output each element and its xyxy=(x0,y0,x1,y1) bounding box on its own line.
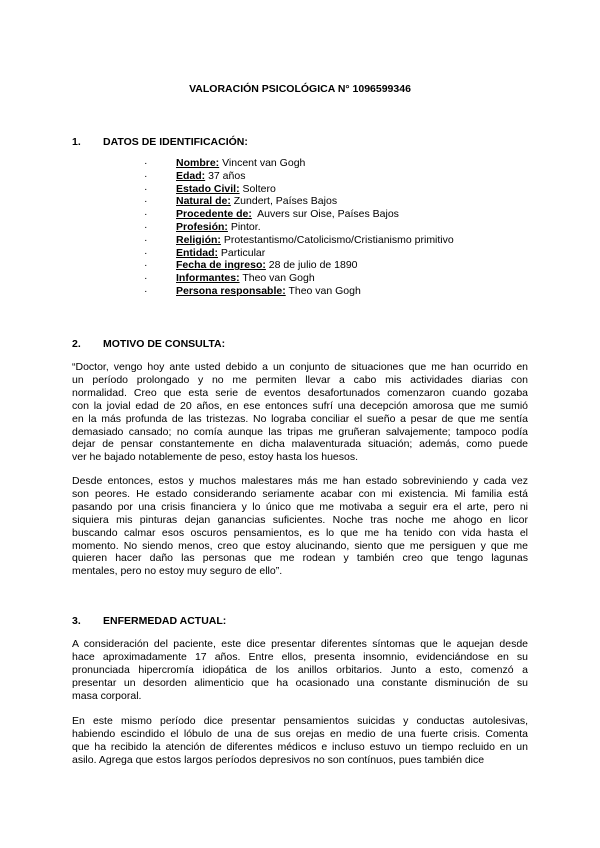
identification-item xyxy=(144,247,454,260)
text-line: Desde entonces, estos y muchos malestares más me han estado sobreviniendo y cada vez xyxy=(72,475,528,487)
identification-item xyxy=(144,183,454,196)
section-number: 2. xyxy=(72,338,81,350)
text-line: que ha recibido la atención de diferentes médicos e incluso estuvo un tiempo recluido en un xyxy=(72,740,528,753)
field-label: Fecha de ingreso: xyxy=(176,259,266,272)
bullet: · xyxy=(144,195,148,208)
text-line: un período prolongado y no me permiten llevar a cabo mis actividades diarias con xyxy=(72,373,528,386)
bullet: · xyxy=(144,182,148,195)
field-value: 28 de julio de 1890 xyxy=(265,259,358,272)
text-line: pasando por una crisis financiera y lo único que me motivaba a seguir era el arte, pero ni xyxy=(72,500,528,513)
text-line: “Doctor, vengo hoy ante usted debido a un conjunto de situaciones que me han ocurrido en xyxy=(72,361,528,373)
text-line: A consideración del paciente, este dice presentar diferentes síntomas que le aquejan desde xyxy=(72,638,528,650)
text-line: normalidad. Creo que esta serie de eventos desafortunados comenzaron cuando gozaba xyxy=(72,386,528,399)
section-title: DATOS DE IDENTIFICACIÓN: xyxy=(103,136,248,148)
field-label: Persona responsable: xyxy=(176,284,286,297)
field-value: Theo van Gogh xyxy=(239,272,315,285)
text-line: ver he bajado notablemente de peso, estoy hasta los huesos. xyxy=(72,451,359,464)
identification-item xyxy=(144,195,454,208)
identification-list xyxy=(144,157,454,298)
bullet: · xyxy=(144,208,148,221)
bullet: · xyxy=(144,246,148,259)
text-line: habiendo escindido el lóbulo de una de sus orejas en medio de una fuerte crisis. Comenta xyxy=(72,727,528,740)
text-line: quieren hacer daño las personas que me rodean y también creo que tengo lagunas xyxy=(72,552,528,565)
field-label: Profesión: xyxy=(176,220,228,233)
text-line: con la jovial edad de 20 años, en ese entonces sufrí una decepción amorosa que me sumió xyxy=(72,399,528,412)
text-line: hace aproximadamente 17 años. Entre ellos, presenta insomnio, evidenciándose en su xyxy=(72,650,528,663)
section-3-heading xyxy=(72,615,226,627)
identification-item xyxy=(144,285,454,298)
field-value: Particular xyxy=(218,246,266,259)
field-value: 37 años xyxy=(205,169,246,182)
consulta-paragraph-2 xyxy=(72,475,528,578)
bullet: · xyxy=(144,272,148,285)
field-value: Theo van Gogh xyxy=(285,284,361,297)
field-label: Informantes: xyxy=(176,272,240,285)
section-number: 3. xyxy=(72,615,81,627)
text-line: son peores. He estado considerando seriamente acabar con mi existencia. Mi familia está xyxy=(72,487,528,500)
section-1-heading xyxy=(72,136,248,148)
field-label: Procedente de: xyxy=(176,208,252,221)
identification-item xyxy=(144,208,454,221)
enfermedad-paragraph-1 xyxy=(72,638,528,703)
field-label: Entidad: xyxy=(176,246,218,259)
field-value: Auvers sur Oise, Países Bajos xyxy=(251,208,399,221)
field-value: Protestantismo/Catolicismo/Cristianismo primitivo xyxy=(220,233,454,246)
field-label: Religión: xyxy=(176,233,221,246)
field-label: Edad: xyxy=(176,169,206,182)
text-line: momento. No siendo menos, creo que estoy alucinando, siento que me persiguen y que me xyxy=(72,539,528,552)
text-line: mentales, pero no estoy muy seguro de ello”. xyxy=(72,565,283,578)
text-line: en la más profunda de las tristezas. No lograba conciliar el sueño a pesar de que me sentía xyxy=(72,412,528,425)
text-line: masa corporal. xyxy=(72,689,142,702)
consulta-paragraph-1 xyxy=(72,361,528,464)
field-value: Zundert, Países Bajos xyxy=(230,195,338,208)
section-2-heading xyxy=(72,338,225,350)
field-value: Pintor. xyxy=(227,220,261,233)
enfermedad-paragraph-2 xyxy=(72,715,528,767)
identification-item xyxy=(144,259,454,272)
text-line: pronunciada hipercromía idiopática de los anillos orbitarios. Junto a esto, comenzó a xyxy=(72,663,528,676)
bullet: · xyxy=(144,284,148,297)
text-line: En este mismo período dice presentar pensamientos suicidas y conductas autolesivas, xyxy=(72,715,528,727)
identification-item xyxy=(144,221,454,234)
section-number: 1. xyxy=(72,136,81,148)
field-label: Estado Civil: xyxy=(176,182,240,195)
field-value: Soltero xyxy=(239,182,276,195)
section-title: ENFERMEDAD ACTUAL: xyxy=(103,615,227,627)
text-line: demasiado cansado; no comía aunque las tripas me gruñeran salvajemente; tampoco podía xyxy=(72,425,528,438)
bullet: · xyxy=(144,259,148,272)
text-line: dejar de pensar constantemente en dicha malaventurada situación; además, como puede xyxy=(72,438,528,451)
text-line: presentar un desorden alimenticio que ha ocasionado una constante disminución de su xyxy=(72,676,528,689)
text-line: siquiera mis pinturas dejan ganancias suficientes. Noche tras noche me ahogo en licor xyxy=(72,513,528,526)
bullet: · xyxy=(144,157,148,169)
bullet: · xyxy=(144,169,148,182)
text-line: asilo. Agrega que estos largos períodos depresivos no son contínuos, pues también dice xyxy=(72,753,485,766)
identification-item xyxy=(144,272,454,285)
field-value: Vincent van Gogh xyxy=(219,157,306,169)
document-title: VALORACIÓN PSICOLÓGICA N° 1096599346 xyxy=(189,83,411,95)
bullet: · xyxy=(144,233,148,246)
identification-item xyxy=(144,234,454,247)
bullet: · xyxy=(144,220,148,233)
field-label: Nombre: xyxy=(176,157,220,169)
identification-item xyxy=(144,170,454,183)
field-label: Natural de: xyxy=(176,195,231,208)
identification-item xyxy=(144,157,454,170)
section-title: MOTIVO DE CONSULTA: xyxy=(103,338,226,350)
text-line: buscando calmar esos oscuros pensamientos, es lo que me ha tenido con vida hasta el xyxy=(72,526,528,539)
